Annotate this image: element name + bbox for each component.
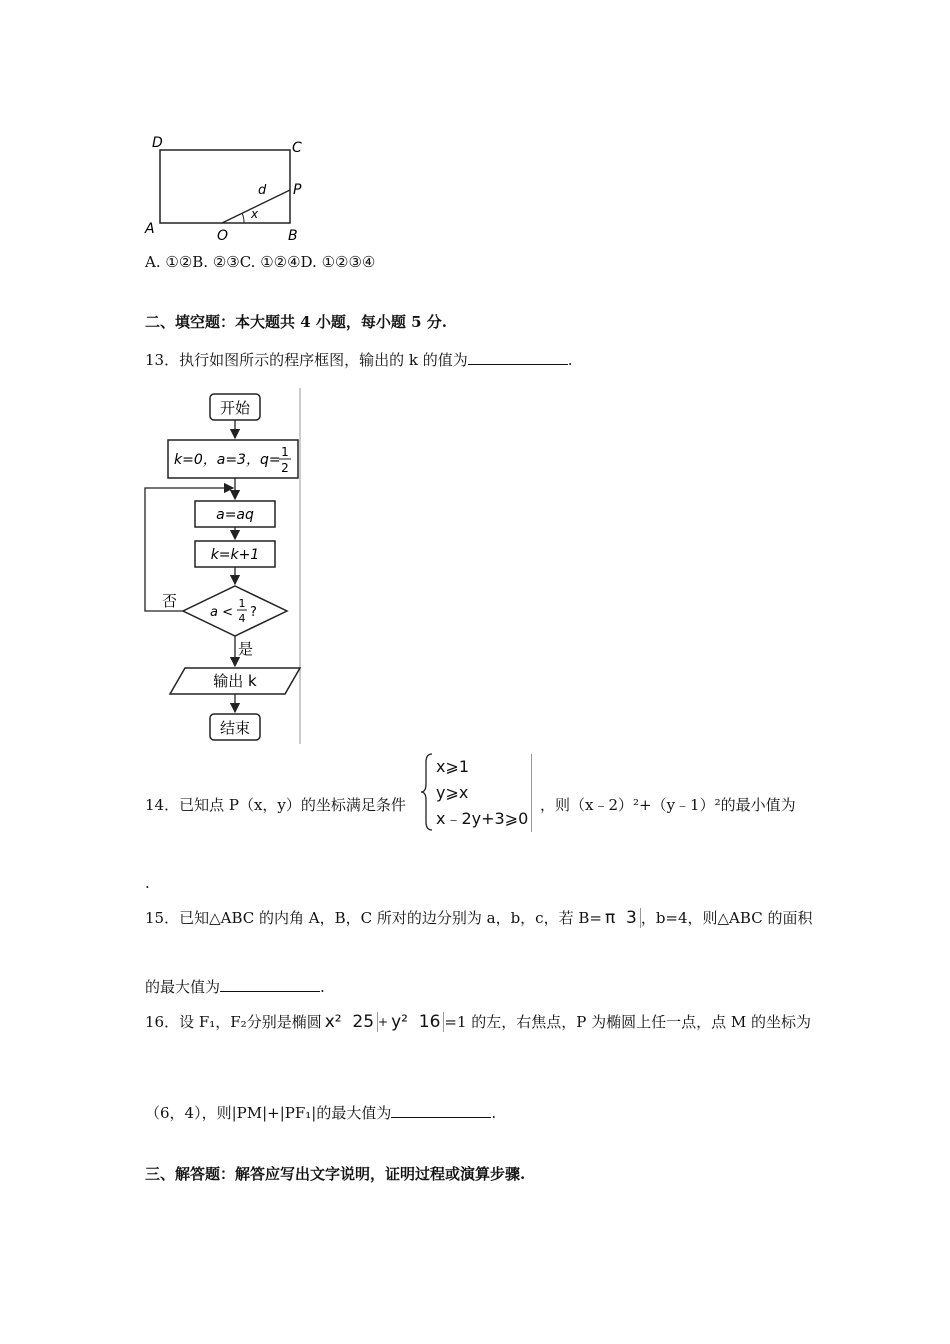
rectangle-figure (140, 130, 320, 245)
q16-fraction-x (322, 1012, 378, 1032)
q14-brace (420, 752, 434, 832)
init-q-num: 1 (281, 445, 289, 459)
q16-line2 (145, 1101, 496, 1123)
label-c-vertex: C (292, 140, 302, 156)
q15-fraction-den: 3 (625, 908, 637, 928)
q14-conditions (436, 754, 532, 832)
label-b-vertex: B (288, 228, 298, 244)
q14-prefix: 14．已知点 P（x，y）的坐标满足条件 (145, 796, 406, 814)
step1-label: a=aq (216, 507, 254, 523)
label-p-point: P (293, 182, 302, 198)
q16-x-num: x² (324, 1012, 342, 1032)
q15-line1 (145, 908, 812, 928)
q16-x-den: 25 (352, 1012, 375, 1032)
rectangle-abcd (160, 150, 290, 223)
q15-fraction-num: π (604, 908, 616, 928)
label-a-vertex: A (145, 221, 155, 237)
label-d-length: d (258, 183, 267, 198)
q12-options: A. ①②B. ②③C. ①②④D. ①②③④ (145, 253, 376, 271)
answer-blank-13[interactable] (468, 348, 568, 365)
start-label: 开始 (219, 399, 251, 417)
init-q-den: 2 (281, 461, 289, 475)
q14-period: . (145, 874, 150, 892)
end-label: 结束 (219, 719, 251, 737)
q15-suffix: ，b=4，则△ABC 的面积 (640, 909, 813, 927)
angle-arc (242, 213, 244, 223)
q16-period: . (491, 1104, 497, 1122)
flowchart (140, 388, 310, 748)
step2-label: k=k+1 (210, 547, 260, 563)
section-3-heading: 三、解答题：解答应写出文字说明，证明过程或演算步骤. (145, 1165, 526, 1183)
q16-line1 (145, 1012, 811, 1032)
q16-y-num: y² (391, 1012, 408, 1032)
cond-num: 1 (238, 597, 246, 610)
label-o-point: O (217, 228, 229, 244)
q13-text (145, 348, 573, 370)
section-2-heading: 二、填空题：本大题共 4 小题，每小题 5 分. (145, 313, 447, 331)
answer-blank-16[interactable] (391, 1101, 491, 1118)
q16-line2-text: （6，4），则|PM|+|PF₁|的最大值为 (145, 1104, 392, 1122)
q13-period: . (567, 351, 573, 369)
q15-period: . (320, 978, 325, 996)
init-label: k=0，a=3，q= (174, 452, 281, 468)
label-x-angle: x (251, 207, 259, 221)
cond-question: ? (250, 605, 257, 620)
q16-fraction-y (388, 1012, 444, 1032)
q16-prefix: 16．设 F₁，F₂分别是椭圆 (145, 1013, 322, 1031)
yes-label: 是 (238, 640, 254, 658)
q15-line2-text: 的最大值为 (145, 978, 221, 996)
cond-den: 4 (238, 612, 246, 625)
q16-y-den: 16 (418, 1012, 441, 1032)
output-label: 输出 k (213, 672, 257, 690)
answer-blank-15[interactable] (220, 975, 320, 992)
q14-condition-3: x﹣2y+3⩾0 (436, 809, 529, 828)
cond-label: a < (210, 605, 233, 620)
q15-fraction (602, 908, 641, 928)
condition-diamond (183, 586, 287, 636)
q14-condition-2: y⩾x (436, 783, 469, 802)
q15-prefix: 15．已知△ABC 的内角 A，B，C 所对的边分别为 a，b，c，若 B= (145, 909, 602, 927)
q16-plus: + (378, 1015, 389, 1029)
no-label: 否 (162, 592, 178, 610)
q15-line2 (145, 975, 325, 997)
q13-question: 13．执行如图所示的程序框图，输出的 k 的值为 (145, 351, 468, 369)
q14-condition-1: x⩾1 (436, 757, 470, 776)
q14-suffix: ，则（x﹣2）²+（y﹣1）²的最小值为 (540, 796, 796, 814)
label-d-vertex: D (152, 135, 163, 151)
q16-suffix: =1 的左，右焦点，P 为椭圆上任一点，点 M 的坐标为 (444, 1013, 812, 1031)
